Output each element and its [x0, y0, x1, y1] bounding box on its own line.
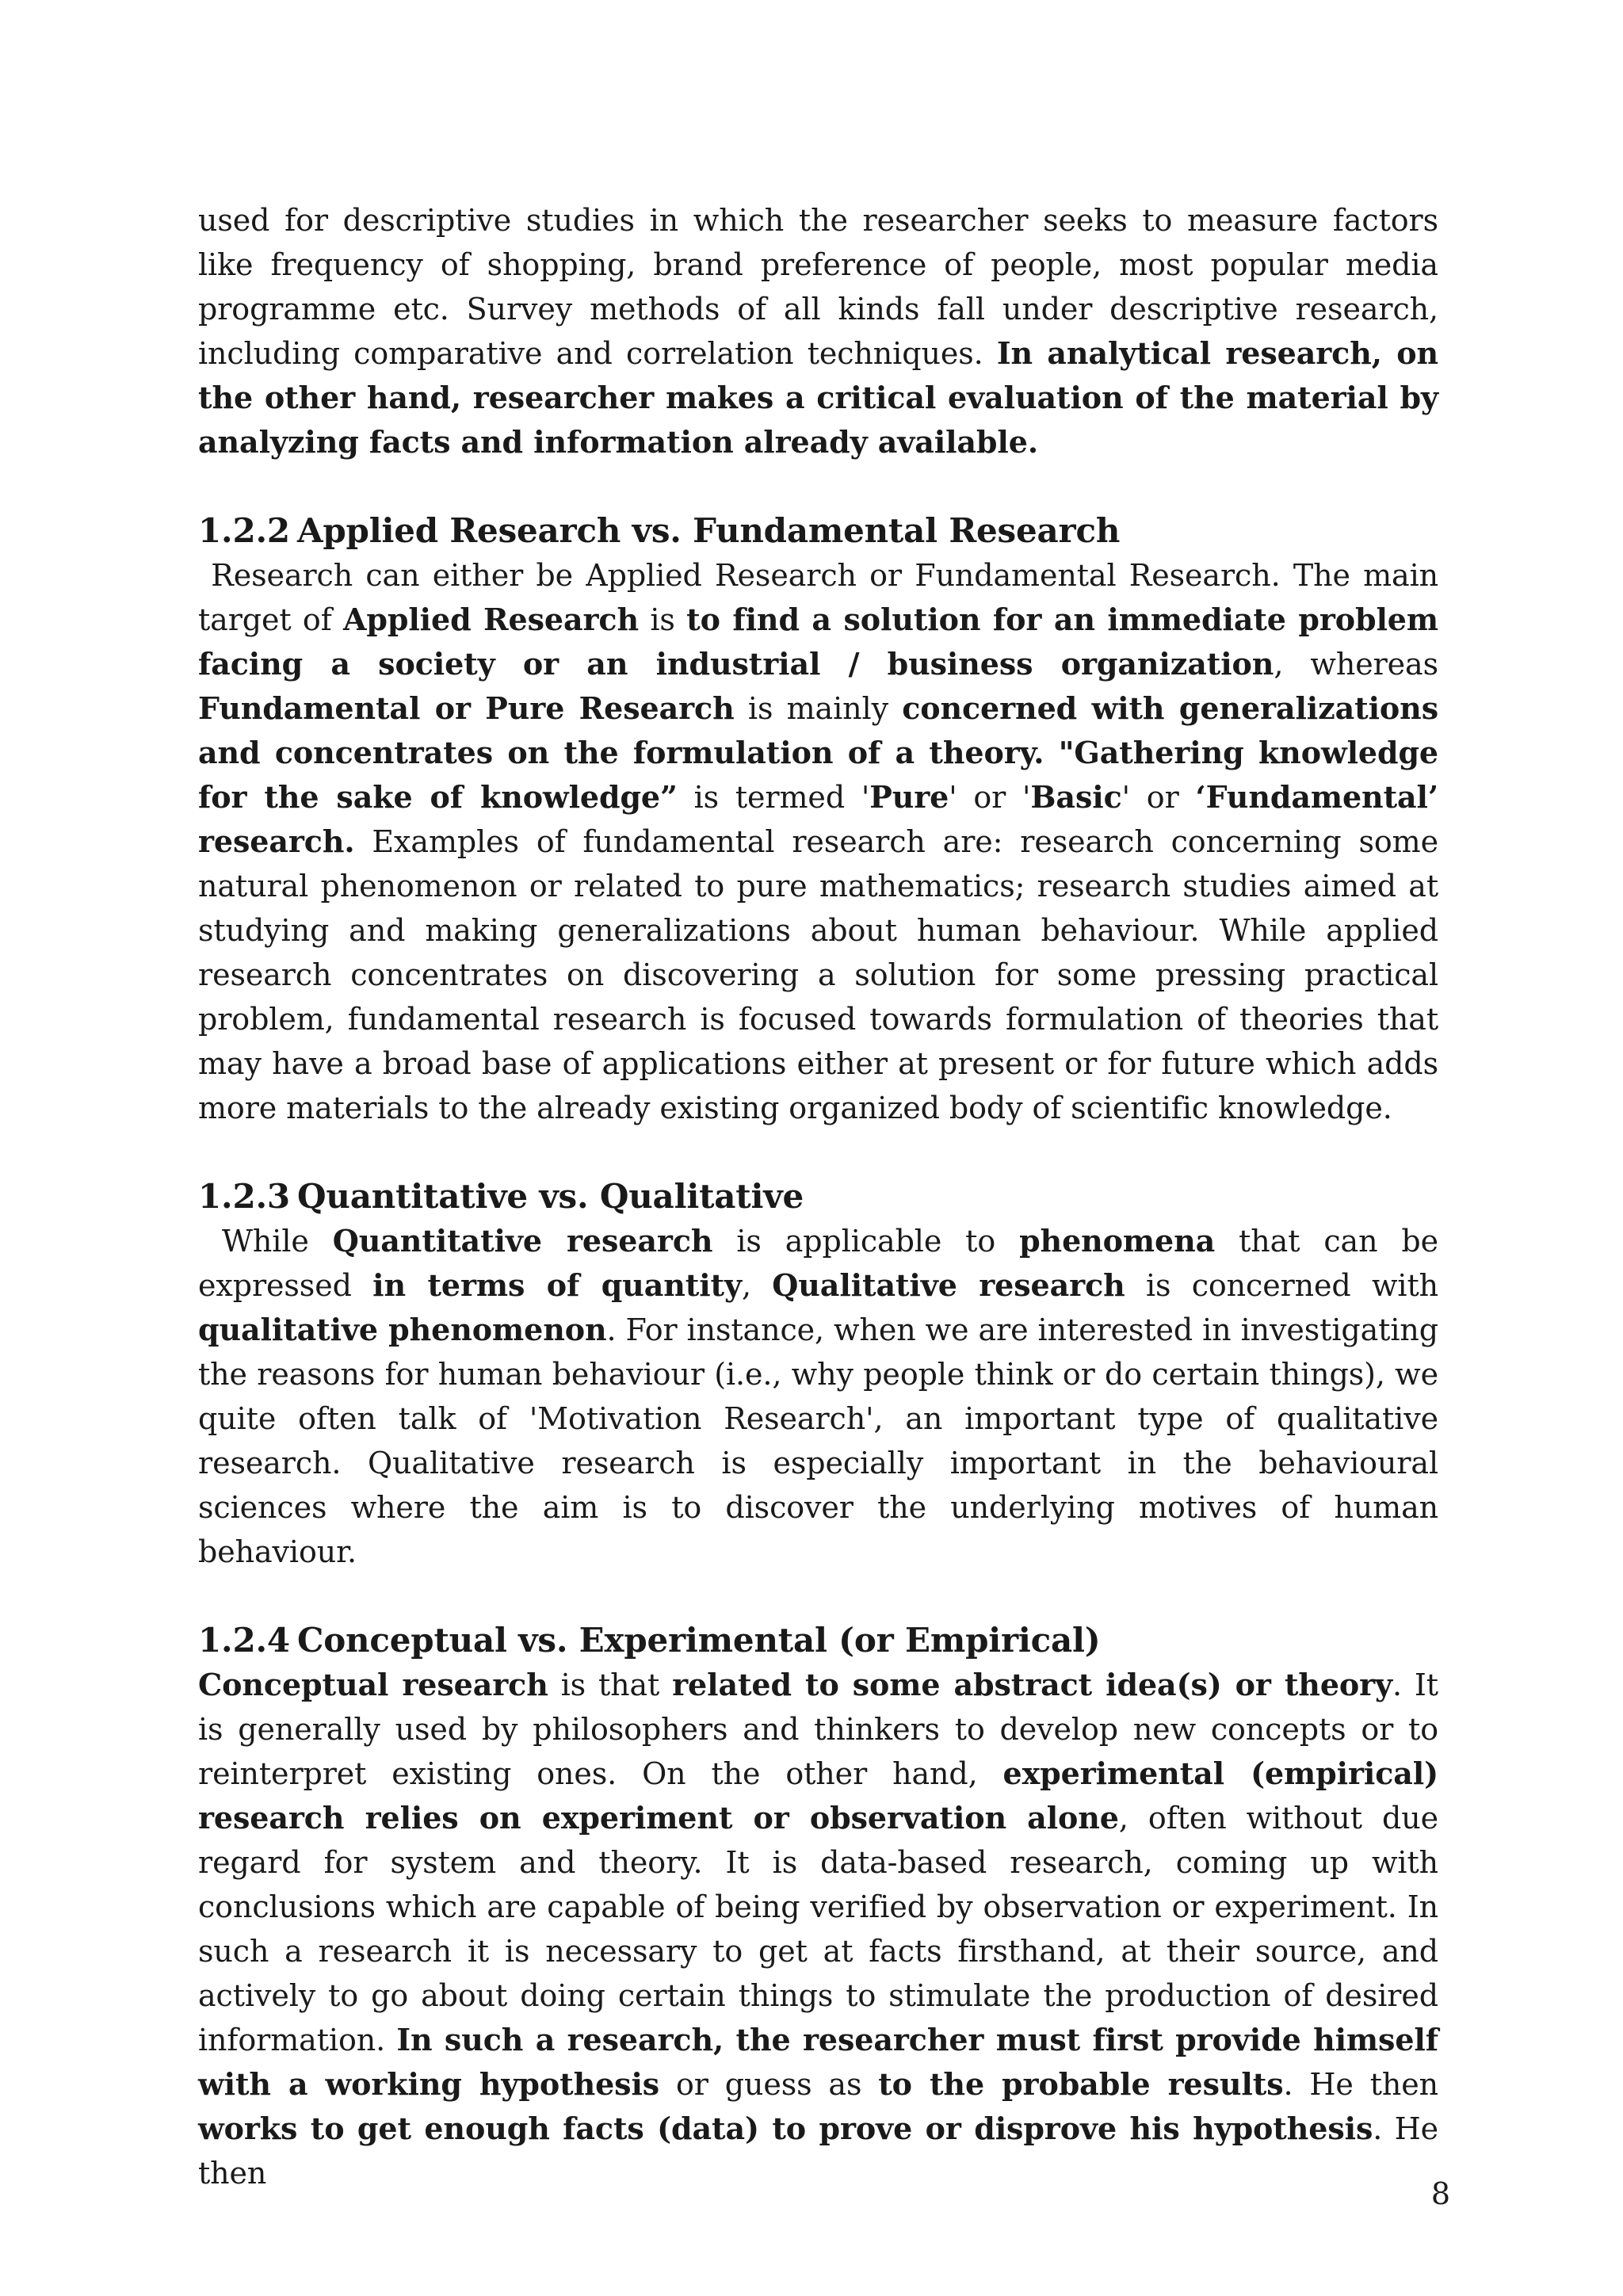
section-title: Conceptual vs. Experimental (or Empirical): [297, 1621, 1101, 1660]
spacer: [198, 464, 1438, 509]
paragraph-text: ,: [741, 1268, 773, 1303]
paragraph-text: While: [221, 1224, 333, 1259]
paragraph-text: is mainly: [734, 691, 903, 726]
bold-text: Conceptual research: [198, 1667, 548, 1702]
paragraph-text: ' or ': [949, 780, 1031, 815]
spacer: [198, 1130, 1438, 1175]
paragraph-text: . He then: [1283, 2067, 1438, 2102]
paragraph-text: . For instance, when we are interested in investigating the reasons for human behaviour (i.e., why people think or do certain things), we quite often talk of 'Motivation Research', an important type of qualitative research. Qualitative research is especially important in the behavioural sciences where the aim is to discover the underlying motives of human behaviour.: [198, 1312, 1438, 1569]
intro-paragraph: [198, 198, 1438, 464]
section-number: 1.2.2: [198, 511, 290, 550]
bold-text: works to get enough facts (data) to prove or disprove his hypothesis: [198, 2111, 1373, 2146]
bold-text: concerned with generalizations and concentrates on the formulation of a theory. "Gathering knowledge for the sake of knowledge”: [198, 690, 1438, 815]
paragraph-text: , often without due regard for system and theory. It is data-based research, coming up with conclusions which are capable of being verified by observation or experiment. In such a research it is necessary to get at facts firsthand, at their source, and actively to go about doing certain things to stimulate the production of desired information.: [198, 1801, 1438, 2057]
bold-text: related to some abstract idea(s) or theory: [672, 1667, 1393, 1702]
intro-bold-text: In analytical research, on the other hand, researcher makes a critical evaluation of the material by analyzing facts and information already available.: [198, 335, 1438, 460]
section-title: Quantitative vs. Qualitative: [297, 1177, 804, 1216]
paragraph-text: is applicable to: [712, 1224, 1020, 1259]
paragraph-text: Research can either be Applied Research or Fundamental Research. The main target of: [198, 558, 1438, 637]
bold-text: Qualitative research: [772, 1267, 1125, 1303]
paragraph-text: or guess as: [659, 2067, 879, 2102]
paragraph-text: Examples of fundamental research are: research concerning some natural phenomenon or related to pure mathematics; research studies aimed at studying and making generalizations about human behaviour. While applied research concentrates on discovering a solution for some pressing practical problem, fundamental research is focused towards formulation of theories that may have a broad base of applications either at present or for future which adds more materials to the already existing organized body of scientific knowledge.: [198, 824, 1438, 1125]
bold-text: in terms of quantity: [372, 1267, 742, 1303]
bold-text: In such a research, the researcher must first provide himself with a working hypothesis: [198, 2022, 1438, 2102]
section-number: 1.2.4: [198, 1621, 290, 1660]
bold-text: Quantitative research: [332, 1223, 713, 1259]
page-body: [198, 198, 1438, 2195]
section-number: 1.2.3: [198, 1177, 290, 1216]
section-title: Applied Research vs. Fundamental Research: [297, 511, 1121, 550]
section-1-2-3-paragraph: [198, 1219, 1438, 1574]
bold-text: qualitative phenomenon: [198, 1312, 607, 1347]
paragraph-text: is: [639, 602, 687, 637]
bold-text: experimental (empirical) research relies on experiment or observation alone: [198, 1755, 1439, 1836]
bold-text: Applied Research: [343, 602, 639, 637]
paragraph-text: , whereas: [1274, 647, 1439, 682]
paragraph-text: is termed ': [677, 780, 870, 815]
bold-text: to the probable results: [878, 2066, 1284, 2102]
page-number: 8: [1430, 2176, 1450, 2211]
bold-text: Pure: [869, 779, 949, 815]
intro-text: used for descriptive studies in which the researcher seeks to measure factors like frequency of shopping, brand preference of people, most popular media programme etc. Survey methods of all kinds fall under descriptive research, including comparative and correlation techniques.: [198, 203, 1438, 371]
paragraph-text: that can be expressed: [198, 1224, 1438, 1303]
bold-text: ‘Fundamental’ research.: [198, 779, 1439, 859]
paragraph-text: . He then: [198, 2111, 1438, 2191]
paragraph-text: ' or: [1121, 780, 1196, 815]
bold-text: phenomena: [1019, 1223, 1216, 1259]
bold-text: Basic: [1030, 779, 1122, 815]
spacer: [198, 1574, 1438, 1618]
section-1-2-4-paragraph: [198, 1663, 1438, 2195]
paragraph-text: is that: [548, 1668, 673, 1702]
bold-text: to find a solution for an immediate problem facing a society or an industrial / business organization: [198, 602, 1438, 682]
section-1-2-2-paragraph: [198, 553, 1438, 1130]
paragraph-text: . It is generally used by philosophers and thinkers to develop new concepts or to reinterpret existing ones. On the other hand,: [198, 1668, 1438, 1791]
bold-text: Fundamental or Pure Research: [198, 690, 735, 726]
paragraph-text: is concerned with: [1125, 1268, 1438, 1303]
section-heading-1-2-3: [198, 1175, 1438, 1219]
section-heading-1-2-4: [198, 1618, 1438, 1663]
section-heading-1-2-2: [198, 509, 1438, 553]
